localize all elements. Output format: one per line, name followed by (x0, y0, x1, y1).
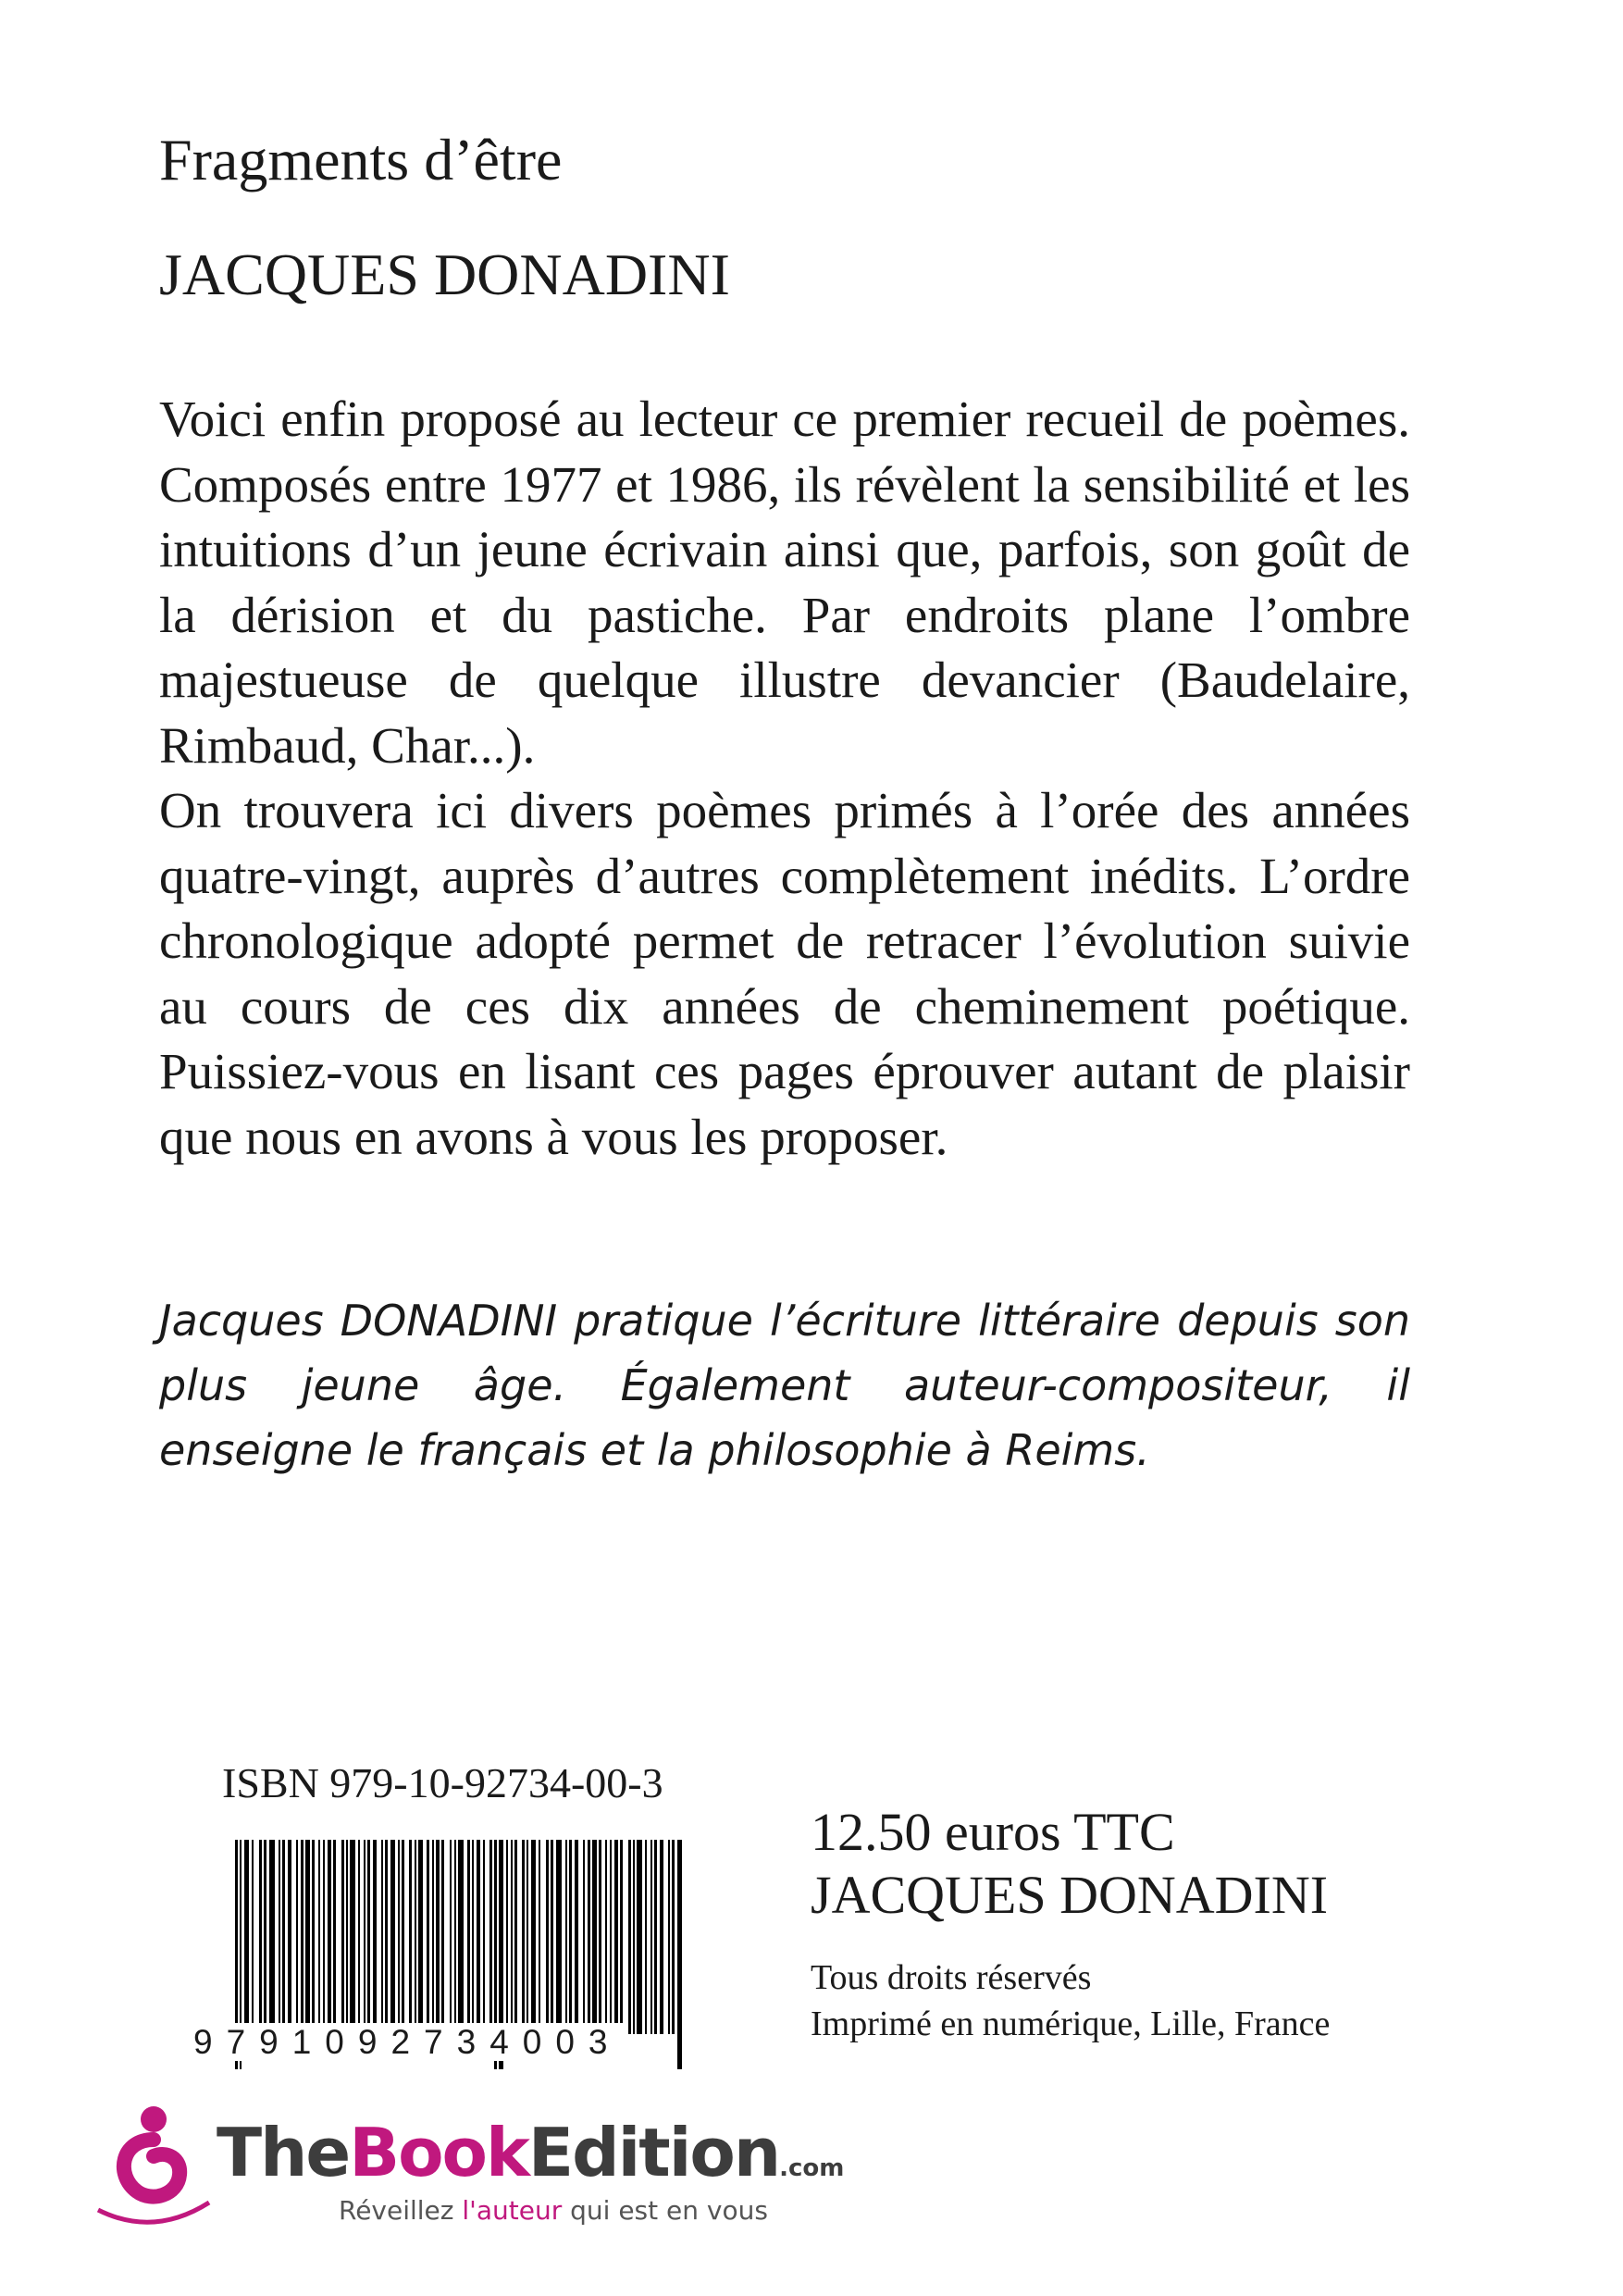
person-logo-icon (89, 2099, 218, 2228)
author-bio: Jacques DONADINI pratique l’écriture littéraire depuis son plus jeune âge. Également auteur-compositeur, il enseigne le français et la philosophie à Reims. (159, 1296, 1410, 1475)
book-title: Fragments d’être (159, 127, 563, 192)
rights-reserved: Tous droits réservés (811, 1958, 1092, 1997)
book-author: JACQUES DONADINI (159, 242, 730, 307)
logo-tagline: Réveillez l'auteur qui est en vous (339, 2195, 768, 2226)
thebookedition-logo (89, 2099, 848, 2228)
rights-block (811, 1955, 1330, 2047)
blurb (159, 387, 1410, 1170)
isbn-label: ISBN 979-10-92734-00-3 (222, 1759, 663, 1806)
logo-wordmark: TheBookEdition.com (217, 2114, 845, 2191)
blurb-paragraph-2: On trouvera ici divers poèmes primés à l’orée des années quatre-vingt, auprès d’autres complètement inédits. L’ordre chronologique adopté permet de retracer l’évolution suivie au cours de ces dix années de cheminement poétique. Puissiez-vous en lisant ces pages éprouver autant de plaisir que nous en avons à vous les proposer. (159, 782, 1410, 1165)
printed-location: Imprimé en numérique, Lille, France (811, 2004, 1331, 2043)
blurb-paragraph-1: Voici enfin proposé au lecteur ce premier recueil de poèmes. Composés entre 1977 et 1986, ils révèlent la sensibilité et les intuitions d’un jeune écrivain ainsi que, parfois, son goût de la dérision et du pastiche. Par endroits plane l’ombre majestueuse de quelque illustre devancier (Baudelaire, Rimbaud, Char...). (159, 391, 1410, 774)
publisher-name: JACQUES DONADINI (811, 1865, 1329, 1925)
barcode-digits: 9791092734003 (193, 2023, 622, 2061)
price: 12.50 euros TTC (811, 1802, 1175, 1862)
